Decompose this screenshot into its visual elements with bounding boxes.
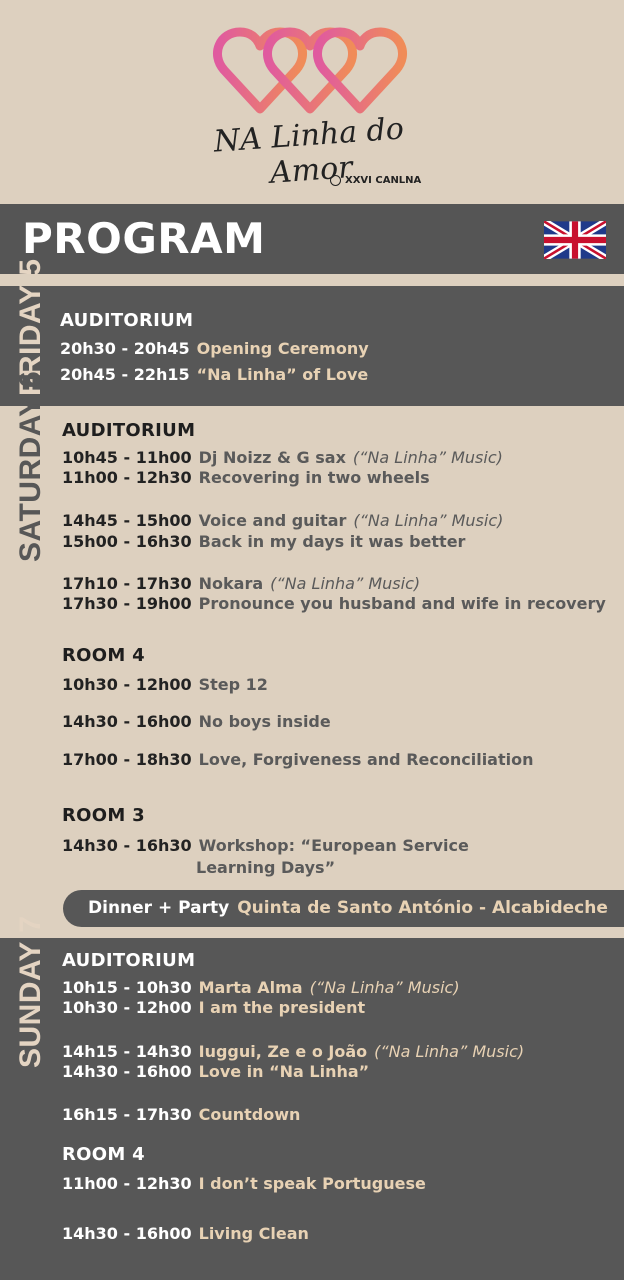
schedule-row	[62, 594, 606, 613]
schedule-row	[60, 365, 368, 384]
session-title: “Na Linha” of Love	[196, 365, 369, 384]
time: 14h30 - 16h00	[62, 1062, 192, 1081]
logo-script: NA Linha do Amor	[212, 111, 405, 191]
time: 14h15 - 14h30	[62, 1042, 192, 1061]
time: 10h15 - 10h30	[62, 978, 192, 997]
venue-heading: ROOM 4	[62, 645, 145, 666]
schedule-row	[62, 532, 465, 551]
session-title: Recovering in two wheels	[198, 468, 430, 487]
session-title: Iuggui, Ze e o João	[198, 1042, 368, 1061]
session-title-continued: Learning Days”	[196, 858, 336, 877]
time: 20h45 - 22h15	[60, 365, 190, 384]
session-title: Marta Alma	[198, 978, 303, 997]
page-title: PROGRAM	[22, 214, 266, 263]
session-note: (“Na Linha” Music)	[353, 511, 504, 530]
day-label-saturday: SATURDAY 6	[14, 370, 47, 562]
time: 17h10 - 17h30	[62, 574, 192, 593]
schedule-row	[62, 574, 420, 593]
event-subtitle-text: XXVI CANLNA	[345, 175, 422, 186]
schedule-row	[62, 1105, 300, 1124]
venue-heading: AUDITORIUM	[60, 310, 194, 331]
time: 11h00 - 12h30	[62, 1174, 192, 1193]
session-title: Voice and guitar	[198, 511, 347, 530]
time: 10h30 - 12h00	[62, 675, 192, 694]
time: 14h30 - 16h30	[62, 836, 192, 855]
session-title: Pronounce you husband and wife in recovery	[198, 594, 606, 613]
hearts-logo-icon	[210, 24, 410, 119]
time: 20h30 - 20h45	[60, 339, 190, 358]
schedule-row	[60, 339, 369, 358]
day-label-friday: FRIDAY 5	[14, 258, 47, 396]
schedule-row	[62, 836, 469, 855]
schedule-row	[62, 448, 503, 467]
schedule-row	[62, 978, 460, 997]
schedule-row	[62, 468, 430, 487]
session-title: I don’t speak Portuguese	[198, 1174, 426, 1193]
time: 11h00 - 12h30	[62, 468, 192, 487]
schedule-row	[62, 675, 268, 694]
dinner-text	[88, 898, 608, 918]
schedule-row	[62, 1062, 369, 1081]
uk-flag-icon[interactable]	[544, 221, 606, 259]
session-title: Workshop: “European Service	[198, 836, 469, 855]
day-label-sunday: SUNDAY 7	[14, 915, 47, 1068]
session-title: I am the president	[198, 998, 366, 1017]
time: 14h30 - 16h00	[62, 712, 192, 731]
session-title: Opening Ceremony	[196, 339, 369, 358]
event-subtitle	[330, 175, 421, 186]
venue-heading: AUDITORIUM	[62, 950, 196, 971]
session-title: Love in “Na Linha”	[198, 1062, 370, 1081]
time: 10h45 - 11h00	[62, 448, 192, 467]
dinner-label: Dinner + Party	[88, 898, 230, 918]
dinner-place: Quinta de Santo António - Alcabideche	[237, 898, 608, 918]
logo-ring-icon	[330, 175, 341, 186]
session-title: Dj Noizz & G sax	[198, 448, 346, 467]
session-title: Love, Forgiveness and Reconciliation	[198, 750, 534, 769]
time: 15h00 - 16h30	[62, 532, 192, 551]
schedule-row	[62, 750, 533, 769]
session-title: Back in my days it was better	[198, 532, 466, 551]
schedule-row	[62, 1174, 426, 1193]
session-title: Nokara	[198, 574, 264, 593]
session-note: (“Na Linha” Music)	[374, 1042, 525, 1061]
session-note: (“Na Linha” Music)	[309, 978, 460, 997]
time: 14h45 - 15h00	[62, 511, 192, 530]
time: 16h15 - 17h30	[62, 1105, 192, 1124]
session-note: (“Na Linha” Music)	[352, 448, 503, 467]
session-title: Step 12	[198, 675, 268, 694]
schedule-row	[62, 712, 331, 731]
schedule-row	[62, 1224, 309, 1243]
venue-heading: AUDITORIUM	[62, 420, 196, 441]
venue-heading: ROOM 4	[62, 1144, 145, 1165]
session-note: (“Na Linha” Music)	[270, 574, 421, 593]
time: 17h00 - 18h30	[62, 750, 192, 769]
time: 10h30 - 12h00	[62, 998, 192, 1017]
schedule-row	[62, 998, 365, 1017]
session-title: Living Clean	[198, 1224, 309, 1243]
venue-heading: ROOM 3	[62, 805, 145, 826]
session-title: Countdown	[198, 1105, 301, 1124]
session-title: No boys inside	[198, 712, 331, 731]
time: 14h30 - 16h00	[62, 1224, 192, 1243]
time: 17h30 - 19h00	[62, 594, 192, 613]
schedule-row	[62, 511, 503, 530]
schedule-row	[62, 1042, 524, 1061]
